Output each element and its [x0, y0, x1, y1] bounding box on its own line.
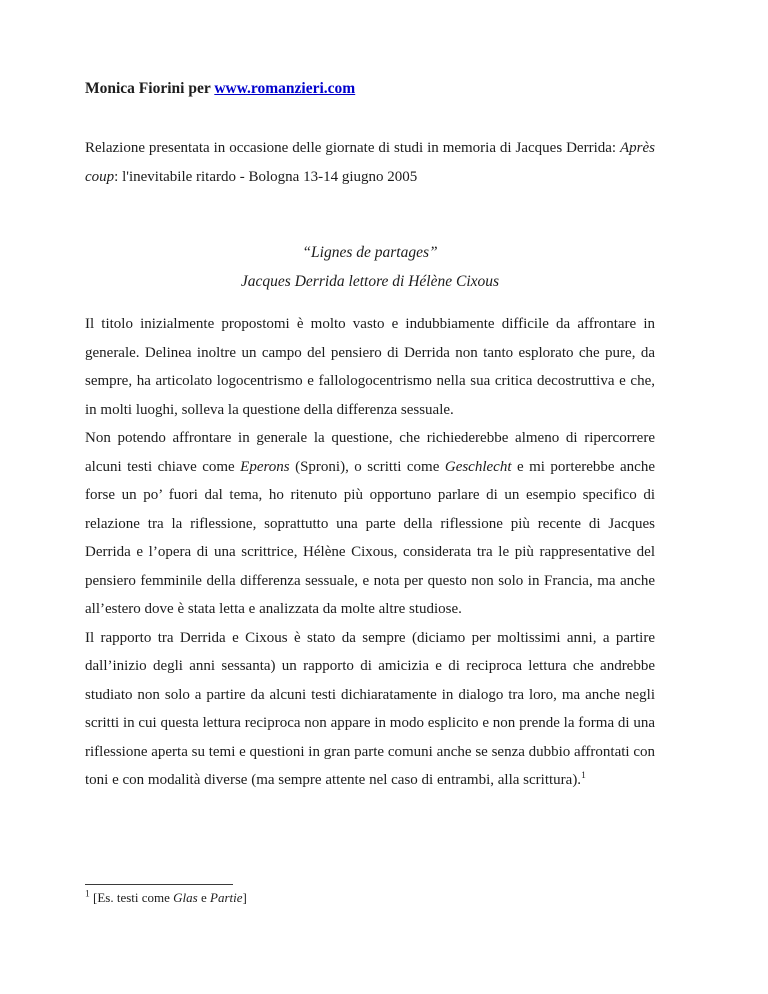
footnote: [85, 889, 655, 906]
document-content: [85, 78, 655, 795]
author-line: [85, 78, 655, 100]
essay-body: [85, 310, 655, 795]
body-paragraph: Non potendo affrontare in generale la questione, che richiederebbe almeno di ripercorrere alcuni testi chiave come Eperons (Sproni), o scritti come Geschlecht e mi porterebbe anche forse un po’ fuori dal tema, ho ritenuto più opportuno parlare di un esempio specifico di relazione tra la riflessione, soprattutto una parte della riflessione più recente di Jacques Derrida e l’opera di una scrittrice, Hélène Cixous, considerata tra le più rappresentative del pensiero femminile della differenza sessuale, e nota per questo non solo in Francia, ma anche all’estero dove è stata letta e analizzata da molte altre studiose.: [85, 430, 655, 617]
body-paragraph: Il rapporto tra Derrida e Cixous è stato da sempre (diciamo per moltissimi anni, a partire dall’inizio degli anni sessanta) un rapporto di amicizia e di reciproca lettura che andrebbe studiato non solo a partire da alcuni testi dichiaratamente in dialogo tra loro, ma anche negli scritti in cui questa lettura reciproca non appare in modo esplicito e non prende la forma di una riflessione aperta su temi e questioni in gran parte comuni anche se senza dubbio affrontati con toni e con modalità diverse (ma sempre attente nel caso di entrambi, alla scrittura).$^1$: [85, 629, 655, 788]
footnote-text: [Es. testi come Glas e Partie]: [89, 890, 247, 905]
essay-title: “Lignes de partages”: [302, 244, 438, 261]
romanzieri-link[interactable]: www.romanzieri.com: [214, 80, 356, 97]
presentation-note: Relazione presentata in occasione delle giornate di studi in memoria di Jacques Derrida: Après coup: l'inevitabile ritardo - Bologna 13-14 giugno 2005: [85, 140, 655, 185]
footnote-area: [85, 884, 655, 906]
footnote-marker: 1: [85, 889, 90, 900]
footnote-separator: [85, 884, 233, 885]
author-name: Monica Fiorini per: [85, 80, 215, 97]
essay-title-block: [85, 238, 655, 296]
essay-subtitle: Jacques Derrida lettore di Hélène Cixous: [240, 273, 500, 290]
body-paragraph: Il titolo inizialmente propostomi è molto vasto e indubbiamente difficile da affrontare in generale. Delinea inoltre un campo del pensiero di Derrida non tanto esplorato che pure, da sempre, ha articolato logocentrismo e fallologocentrismo nella sua critica decostruttiva e che, in molti luoghi, solleva la questione della differenza sessuale.: [85, 316, 655, 418]
